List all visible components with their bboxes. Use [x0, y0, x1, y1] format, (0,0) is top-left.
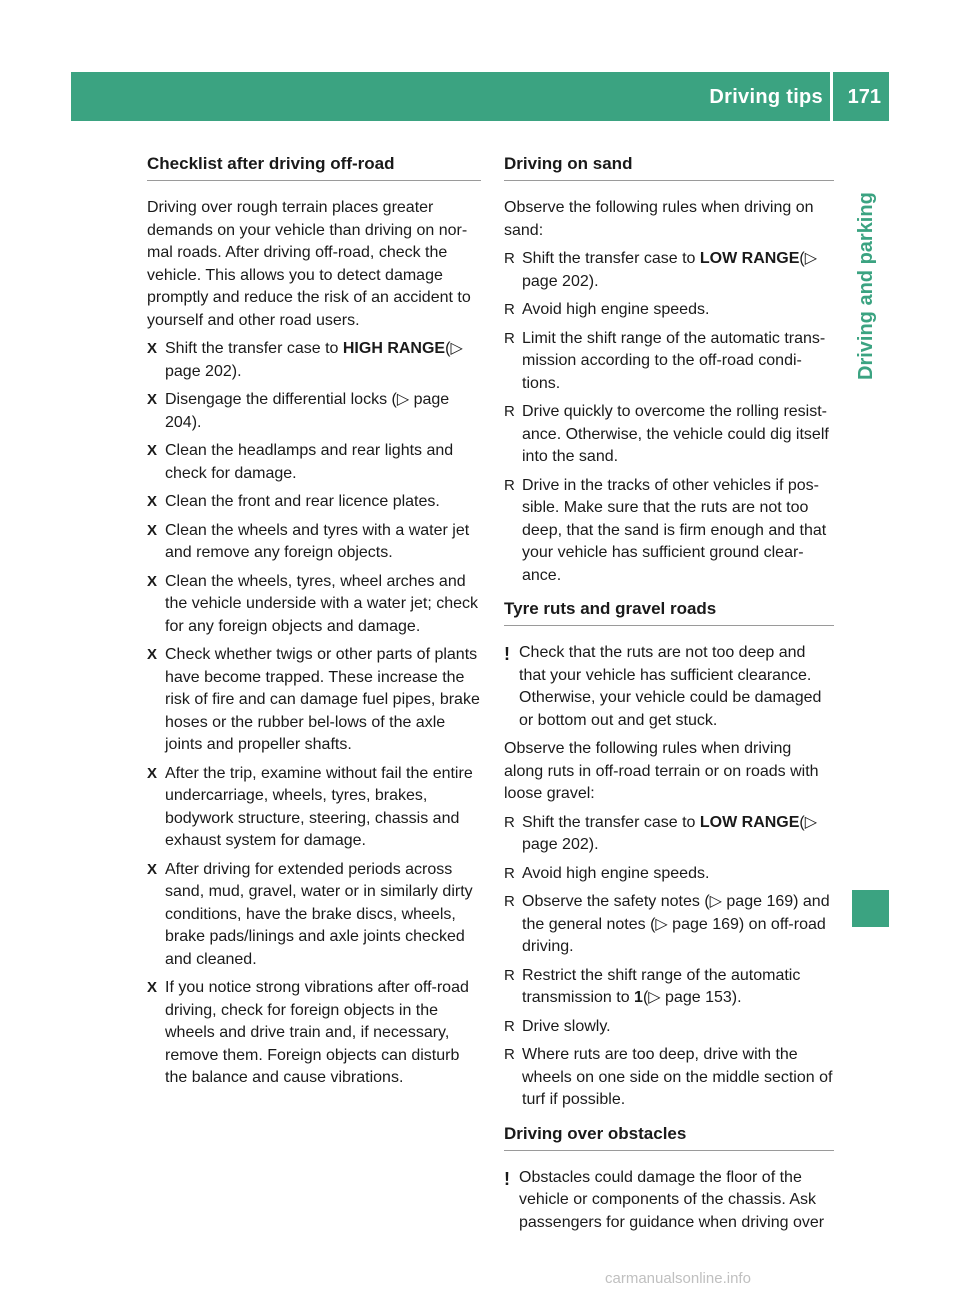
item-text: Shift the transfer case to — [522, 250, 700, 267]
item-text: Shift the transfer case to — [165, 340, 343, 357]
sand-bullet — [504, 328, 834, 396]
sand-bullet — [504, 299, 834, 322]
sand-intro: Observe the following rules when driving on sand: — [504, 199, 814, 239]
step-arrow-icon: X — [147, 572, 158, 590]
step-arrow-icon: X — [147, 521, 158, 539]
page-number: 171 — [847, 86, 881, 108]
chapter-title: Driving tips — [709, 86, 823, 108]
item-text: Restrict the shift range of the automatic transmission to — [522, 966, 801, 1006]
ruts-warning — [504, 642, 834, 732]
side-tab-label: Driving and parking — [855, 192, 877, 380]
right-column — [504, 152, 834, 1240]
item-text: Clean the wheels, tyres, wheel arches and the vehicle underside with a water jet; check for any foreign objects and damage. — [165, 572, 479, 635]
warning-icon: ! — [504, 644, 510, 664]
ruts-warning-text: Check that the ruts are not too deep and that your vehicle has sufficient clearance. Otherwise, your vehicle could be damaged or bottom out and get stuck. — [519, 644, 822, 729]
step-arrow-icon: X — [147, 391, 158, 408]
step-arrow-icon: X — [147, 764, 158, 782]
item-text: Clean the headlamps and rear lights and check for damage. — [165, 442, 454, 482]
bold-term: 1 — [634, 989, 643, 1006]
step-arrow-icon: X — [147, 646, 158, 663]
checklist-step — [147, 644, 481, 757]
item-text: Drive quickly to overcome the rolling resist-ance. Otherwise, the vehicle could dig itself into the sand. — [522, 403, 829, 465]
ruts-bullet — [504, 863, 834, 886]
item-text: After driving for extended periods across sand, mud, gravel, water or in similarly dirty conditions, have the brake discs, wheels, brake pads/linings and axle joints checked and cleaned. — [165, 860, 473, 968]
bold-term: LOW RANGE — [699, 250, 800, 267]
section-heading-sand: Driving on sand — [504, 152, 834, 181]
bullet-icon: R — [504, 1046, 515, 1063]
bold-term: LOW RANGE — [699, 813, 800, 831]
item-text: If you notice strong vibrations after off-road driving, check for foreign objects in the wheels and drive train and, if necessary, remove them. Foreign objects can disturb the balance and cause vibrations. — [165, 979, 469, 1086]
section-heading-ruts: Tyre ruts and gravel roads — [504, 597, 834, 626]
page-header — [71, 72, 889, 121]
item-text: After the trip, examine without fail the entire undercarriage, wheels, tyres, brakes, bodywork structure, steering, chassis and exhaust system for damage. — [165, 764, 473, 849]
item-text: Avoid high engine speeds. — [522, 864, 710, 882]
bullet-icon: R — [504, 966, 515, 984]
bullet-icon: R — [504, 301, 515, 318]
item-text: Avoid high engine speeds. — [522, 301, 710, 318]
ruts-bullet — [504, 1016, 834, 1039]
item-text: (▷ page 202). — [522, 250, 818, 290]
step-arrow-icon: X — [147, 340, 158, 357]
bullet-icon: R — [504, 250, 515, 267]
item-text: Disengage the differential locks (▷ page 204). — [165, 391, 450, 431]
item-text: Clean the front and rear licence plates. — [165, 493, 440, 510]
section-heading-checklist: Checklist after driving off-road — [147, 152, 481, 181]
ruts-bullet — [504, 891, 834, 959]
item-text: Drive in the tracks of other vehicles if pos-sible. Make sure that the ruts are not too deep, that the sand is firm enough and that your vehicle has sufficient ground clear-ance. — [522, 476, 827, 584]
watermark: carmanualsonline.info — [605, 1270, 751, 1287]
sand-bullet — [504, 248, 834, 293]
side-tab-marker — [852, 890, 889, 927]
checklist-step — [147, 571, 481, 639]
ruts-bullets — [504, 812, 834, 1112]
checklist-step — [147, 520, 481, 565]
left-column — [147, 152, 481, 1096]
item-text: Observe the safety notes (▷ page 169) and the general notes (▷ page 169) on off-road driving. — [522, 893, 830, 955]
checklist-step — [147, 859, 481, 972]
sand-bullet — [504, 475, 834, 588]
obstacles-warning — [504, 1167, 834, 1235]
item-text: Limit the shift range of the automatic trans-mission according to the off-road condi-tions. — [522, 329, 826, 392]
sand-bullets — [504, 248, 834, 587]
ruts-bullet — [504, 812, 834, 857]
bullet-icon: R — [504, 864, 515, 882]
step-arrow-icon: X — [147, 442, 158, 459]
item-text: Shift the transfer case to — [522, 813, 700, 831]
item-text: (▷ page 202). — [522, 813, 818, 853]
header-divider — [830, 72, 833, 121]
step-arrow-icon: X — [147, 493, 158, 510]
item-text: Check whether twigs or other parts of plants have become trapped. These increase the risk of fire and can damage fuel pipes, brake hoses or the rubber bel-lows of the axle joints and propeller shafts. — [165, 646, 480, 753]
bold-term: HIGH RANGE — [342, 340, 446, 357]
checklist-step — [147, 389, 481, 434]
checklist-step — [147, 763, 481, 853]
checklist-step — [147, 977, 481, 1090]
checklist-step — [147, 440, 481, 485]
item-text: (▷ page 153). — [642, 989, 742, 1006]
item-text: Drive slowly. — [522, 1017, 611, 1035]
bullet-icon: R — [504, 403, 515, 420]
checklist-step — [147, 491, 481, 514]
sand-bullet — [504, 401, 834, 469]
item-text: Clean the wheels and tyres with a water jet and remove any foreign objects. — [165, 521, 470, 561]
section-heading-obstacles: Driving over obstacles — [504, 1122, 834, 1151]
ruts-bullet — [504, 1044, 834, 1112]
item-text: (▷ page 202). — [165, 340, 463, 380]
ruts-bullet — [504, 965, 834, 1010]
ruts-intro: Observe the following rules when driving along ruts in off-road terrain or on roads with loose gravel: — [504, 740, 819, 802]
bullet-icon: R — [504, 476, 515, 494]
warning-icon: ! — [504, 1168, 510, 1189]
step-arrow-icon: X — [147, 979, 158, 996]
checklist-step — [147, 338, 481, 383]
item-text: Where ruts are too deep, drive with the wheels on one side on the middle section of turf if possible. — [522, 1046, 833, 1108]
bullet-icon: R — [504, 1017, 515, 1035]
checklist-steps — [147, 338, 481, 1090]
bullet-icon: R — [504, 893, 515, 910]
obstacles-warning-text: Obstacles could damage the floor of the vehicle or components of the chassis. Ask passengers for guidance when driving over — [519, 1168, 825, 1231]
bullet-icon: R — [504, 813, 515, 831]
checklist-intro: Driving over rough terrain places greater demands on your vehicle than driving on nor-mal roads. After driving off-road, check the vehicle. This allows you to detect damage promptly and reduce the risk of an accident to yourself and other road users. — [147, 199, 471, 329]
step-arrow-icon: X — [147, 860, 158, 878]
bullet-icon: R — [504, 329, 515, 347]
